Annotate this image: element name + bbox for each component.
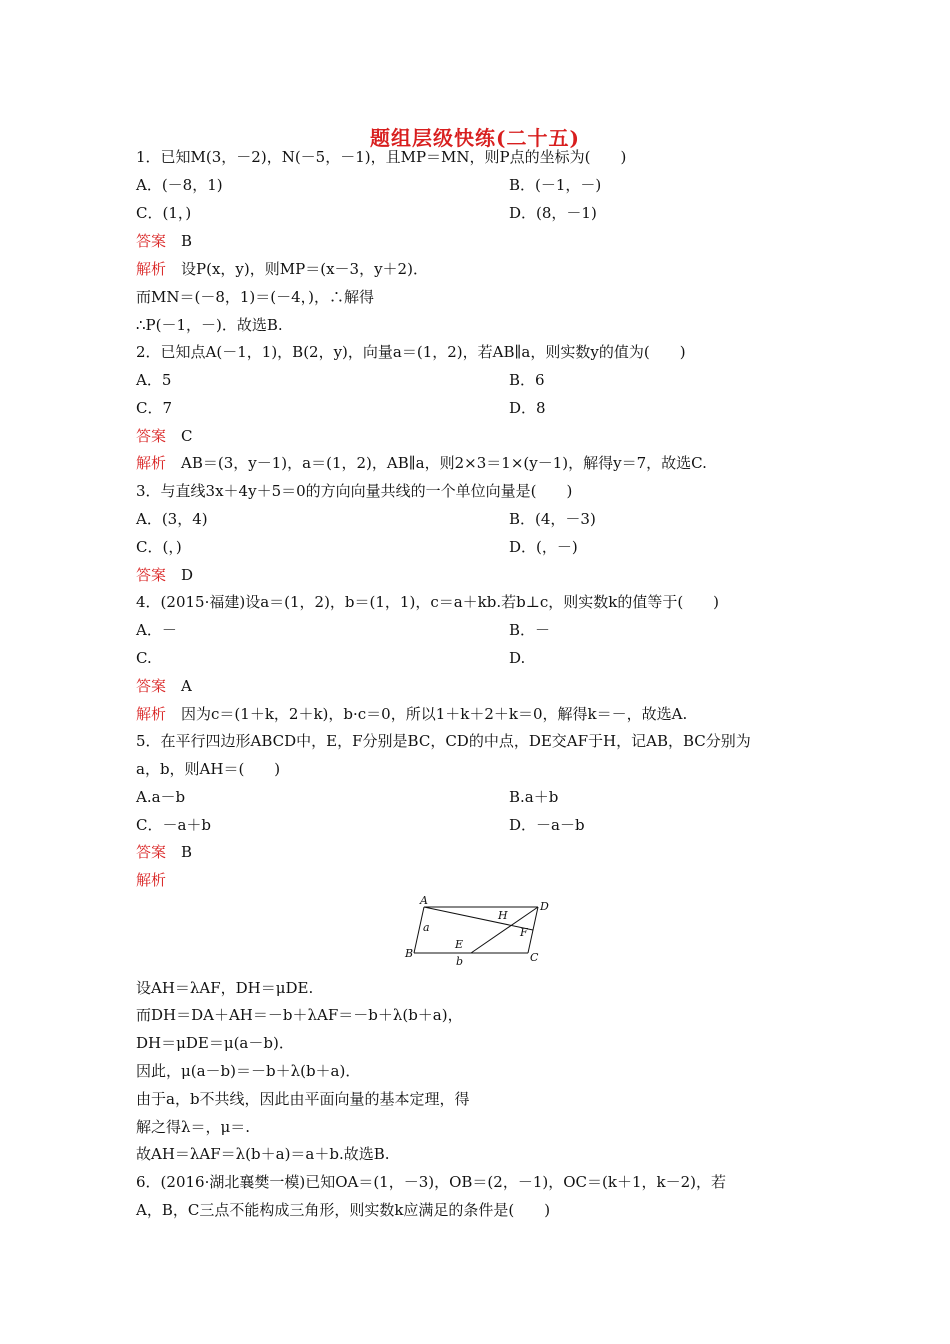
q4-option-c: C. <box>136 649 152 667</box>
parallelogram-figure <box>400 893 550 965</box>
q1-stem: 1．已知M(3，－2)，N(－5，－1)，且MP＝MN，则P点的坐标为( ) <box>136 148 627 166</box>
page-title: 题组层级快练(二十五) <box>370 126 580 150</box>
q1-option-b: B．(－1，－) <box>509 176 602 194</box>
q5-option-d: D．－a－b <box>509 816 585 834</box>
answer-label: 答案 <box>136 427 167 445</box>
analysis-line: 解之得λ＝，μ＝. <box>136 1118 251 1136</box>
q6-stem: 6．(2016·湖北襄樊一模)已知OA＝(1，－3)，OB＝(2，－1)，OC＝(k＋1，k－2)，若 <box>136 1173 726 1191</box>
q5-stem-cont: a，b，则AH＝( ) <box>136 760 281 778</box>
analysis-label: 解析 <box>136 260 167 278</box>
label-vec-a: a <box>423 921 430 934</box>
analysis-line: 而DH＝DA＋AH＝－b＋λAF＝－b＋λ(b＋a)， <box>136 1006 463 1024</box>
q1-option-c: C．(1，) <box>136 204 192 222</box>
q4-answer <box>136 676 192 696</box>
analysis-label: 解析 <box>136 454 167 472</box>
label-c: C <box>530 951 539 964</box>
answer-value: C <box>181 427 193 445</box>
label-vec-b: b <box>456 955 464 965</box>
q2-analysis <box>136 453 707 473</box>
q2-answer <box>136 426 193 446</box>
q2-stem: 2．已知点A(－1，1)，B(2，y)，向量a＝(1，2)，若AB∥a，则实数y的值为( ) <box>136 343 686 361</box>
answer-value: A <box>181 677 192 695</box>
answer-value: B <box>181 843 193 861</box>
answer-label: 答案 <box>136 566 167 584</box>
q4-option-b: B．－ <box>509 621 551 639</box>
q5-option-b: B.a＋b <box>509 788 559 806</box>
analysis-line: 因此，μ(a－b)＝－b＋λ(b＋a)． <box>136 1062 361 1080</box>
q3-answer <box>136 565 193 585</box>
analysis-line: ∴P(－1，－)．故选B. <box>136 316 283 334</box>
q2-option-b: B．6 <box>509 371 545 389</box>
q5-option-c: C．－a＋b <box>136 816 212 834</box>
q4-stem: 4．(2015·福建)设a＝(1，2)，b＝(1，1)，c＝a＋kb.若b⊥c，则实数k的值等于( ) <box>136 593 720 611</box>
q1-option-a: A．(－8，1) <box>136 176 223 194</box>
label-f: F <box>520 926 528 939</box>
label-b: B <box>405 947 414 960</box>
answer-label: 答案 <box>136 677 167 695</box>
q5-option-a: A.a－b <box>136 788 186 806</box>
analysis-label: 解析 <box>136 705 167 723</box>
q2-option-a: A．5 <box>136 371 172 389</box>
q1-analysis <box>136 259 428 279</box>
q3-stem: 3．与直线3x＋4y＋5＝0的方向向量共线的一个单位向量是( ) <box>136 482 573 500</box>
q2-option-d: D．8 <box>509 399 546 417</box>
answer-value: D <box>181 566 194 584</box>
analysis-line: 由于a，b不共线，因此由平面向量的基本定理，得 <box>136 1090 470 1108</box>
q6-stem-cont: A，B，C三点不能构成三角形，则实数k应满足的条件是( ) <box>136 1201 551 1219</box>
analysis-label: 解析 <box>136 871 167 889</box>
q3-option-b: B．(4，－3) <box>509 510 596 528</box>
q3-option-a: A．(3，4) <box>136 510 208 528</box>
q1-option-d: D．(8，－1) <box>509 204 597 222</box>
q4-analysis <box>136 704 687 724</box>
q3-option-c: C．(，) <box>136 538 182 556</box>
q2-option-c: C．7 <box>136 399 173 417</box>
q5-stem: 5．在平行四边形ABCD中，E，F分别是BC，CD的中点，DE交AF于H，记AB，BC分别为 <box>136 732 751 750</box>
q3-option-d: D．(，－) <box>509 538 578 556</box>
answer-label: 答案 <box>136 232 167 250</box>
analysis-line: 设AH＝λAF，DH＝μDE. <box>136 979 314 997</box>
answer-value: B <box>181 232 193 250</box>
q1-answer <box>136 231 192 251</box>
label-h: H <box>498 909 508 922</box>
analysis-line: 而MN＝(－8，1)＝(－4，)，∴解得 <box>136 288 375 306</box>
label-e: E <box>455 938 464 951</box>
q4-option-d: D. <box>509 649 526 667</box>
analysis-line: 故AH＝λAF＝λ(b＋a)＝a＋b.故选B. <box>136 1145 390 1163</box>
analysis-line: DH＝μDE＝μ(a－b)． <box>136 1034 294 1052</box>
analysis-text: AB＝(3，y－1)，a＝(1，2)，AB∥a，则2×3＝1×(y－1)，解得y＝7，故选C. <box>181 454 707 472</box>
label-a: A <box>420 894 428 907</box>
analysis-text: 因为c＝(1＋k，2＋k)，b·c＝0，所以1＋k＋2＋k＝0，解得k＝－，故选A. <box>181 705 688 723</box>
segment-af <box>424 907 533 930</box>
answer-label: 答案 <box>136 843 167 861</box>
label-d: D <box>540 900 549 913</box>
q4-option-a: A．－ <box>136 621 177 639</box>
analysis-text: 设P(x，y)，则MP＝(x－3，y＋2)． <box>181 260 428 278</box>
q5-answer <box>136 842 192 862</box>
